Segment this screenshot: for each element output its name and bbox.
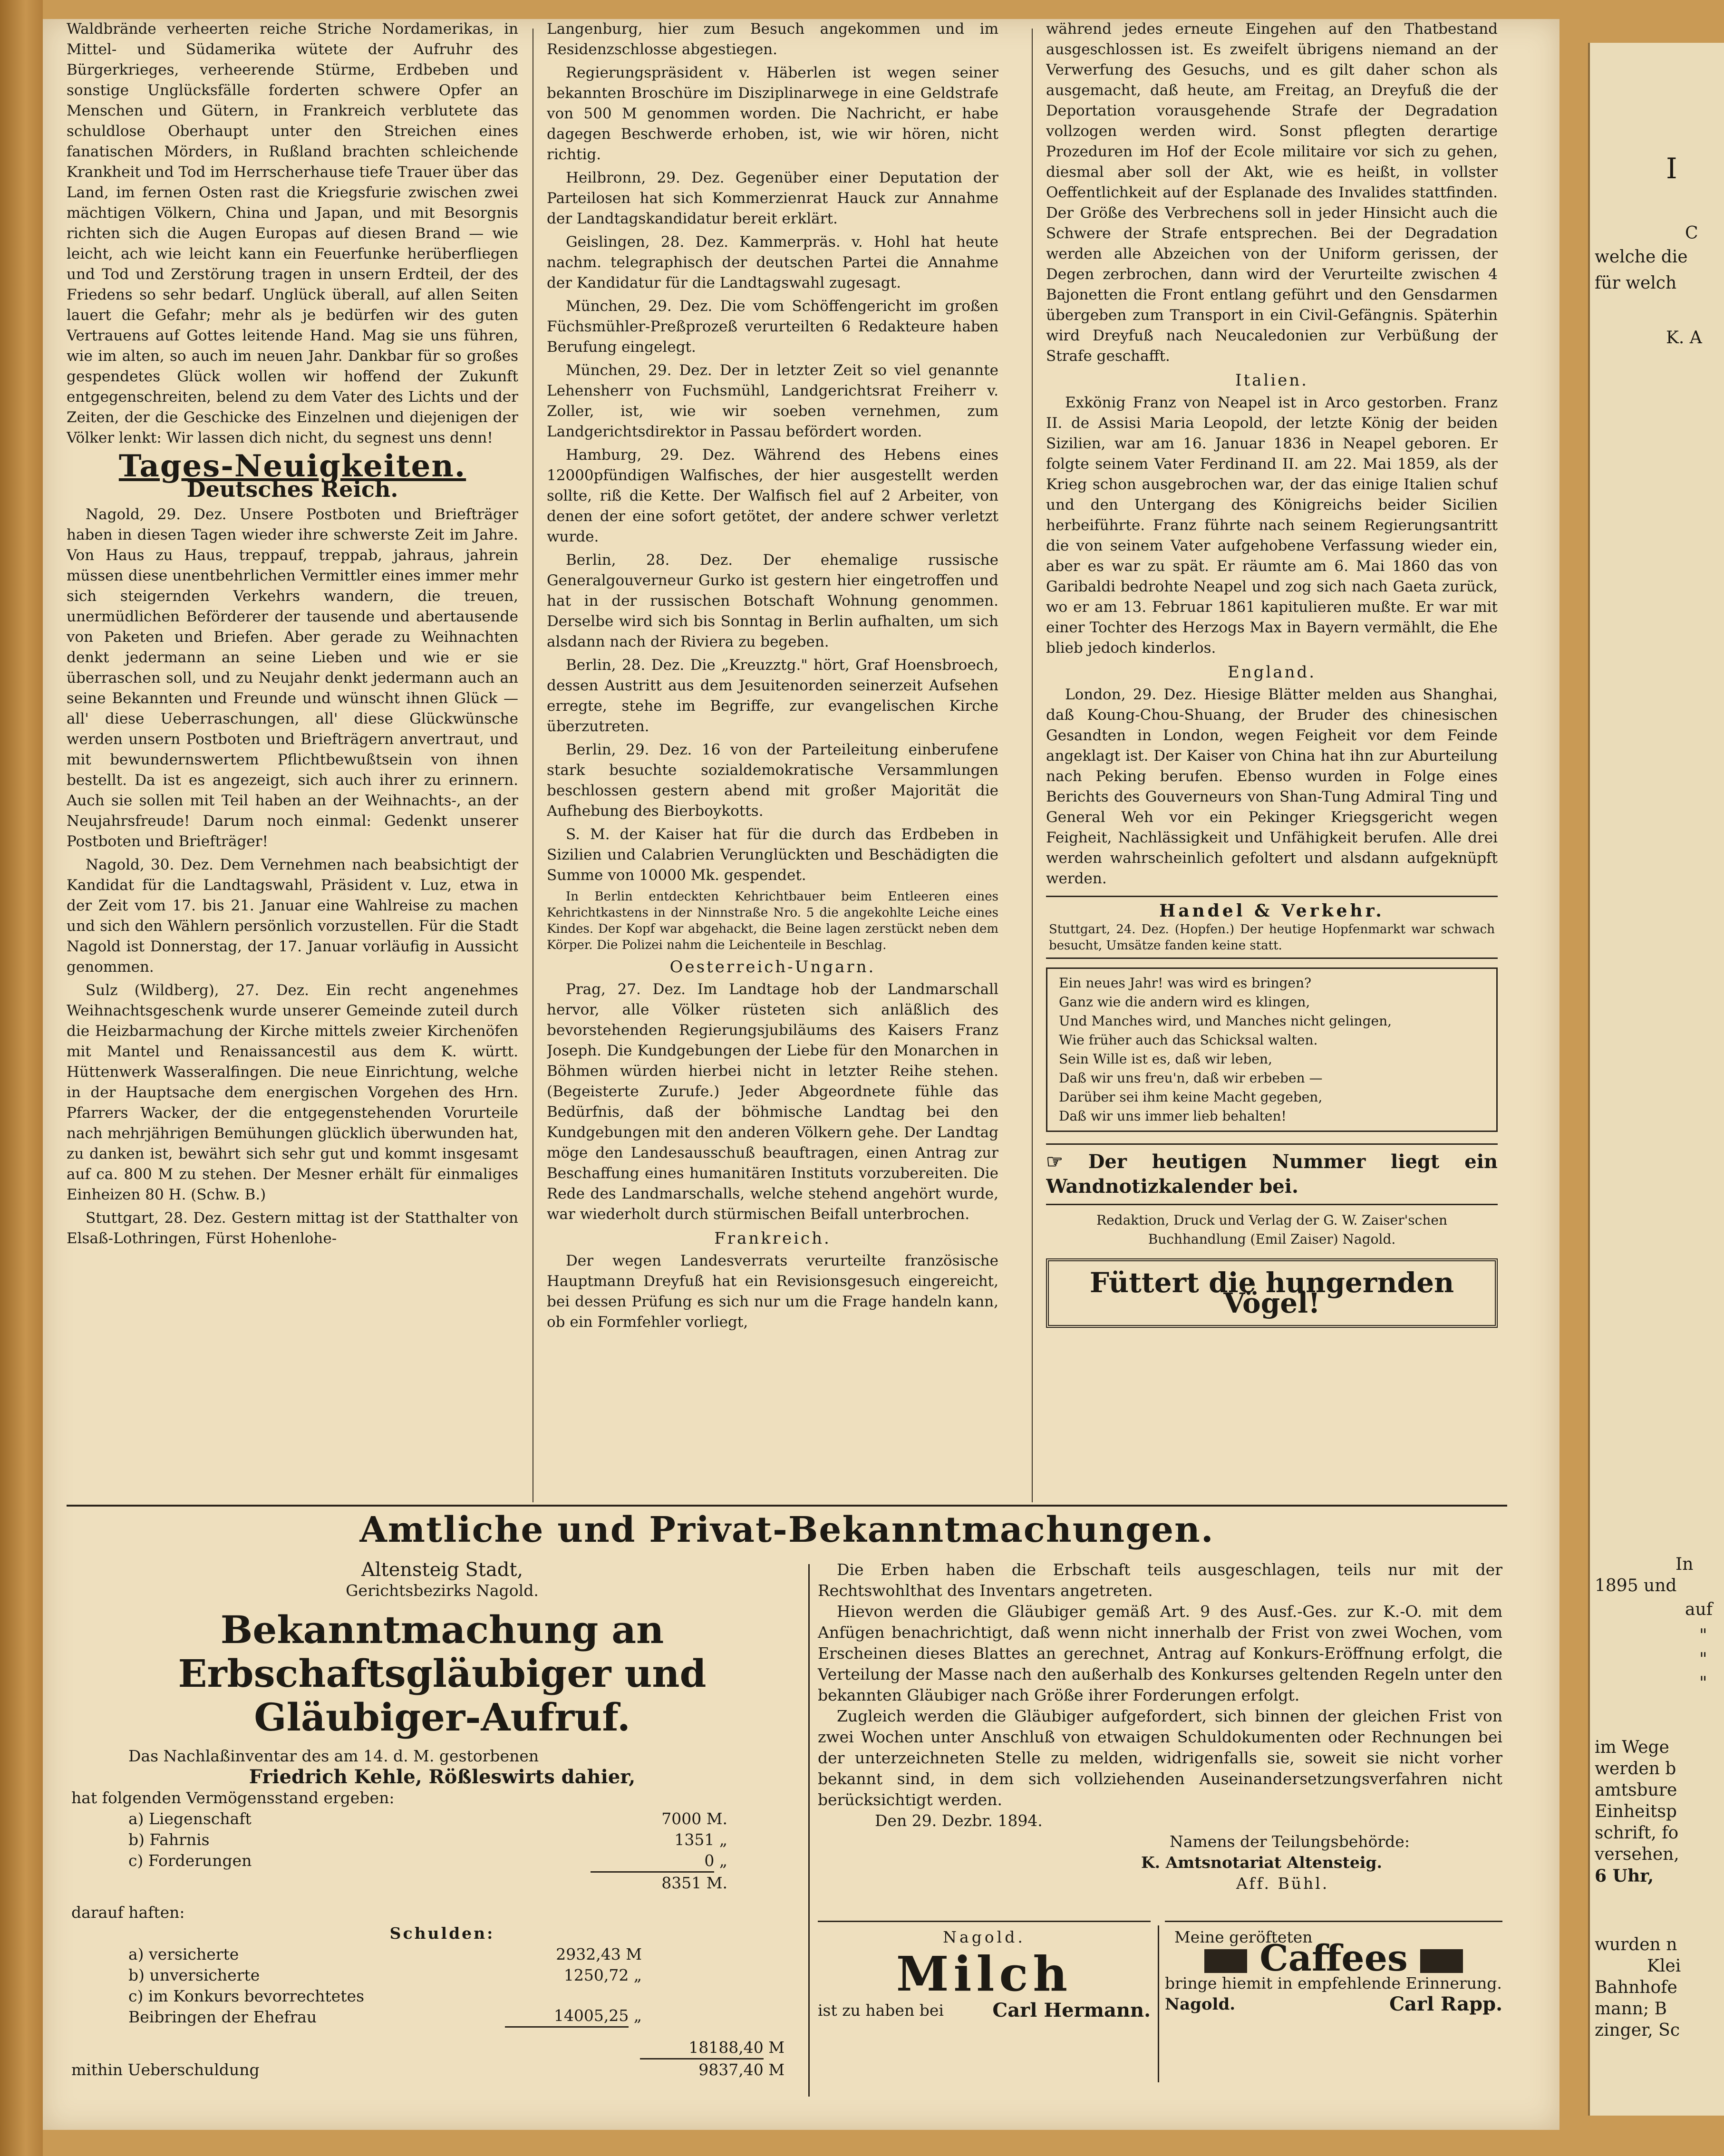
- next-page-fragment: ": [1699, 1626, 1707, 1645]
- region-heading-austria: Oesterreich-Ungarn.: [669, 957, 876, 976]
- assets-intro: hat folgenden Vermögensstand ergeben:: [71, 1789, 395, 1807]
- notice-paragraph: Hievon werden die Gläubiger gemäß Art. 9 des Ausf.-Ges. zur K.-O. mit dem Anfügen benachrichtigt, daß wenn nicht innerhalb der Frist von zwei Wochen, vom Erscheinen dieses Blattes an gerechnet, Antrag auf Konkurs-Eröffnung erfolgt, die Verteilung der Masse nach den außerhalb des Konkurses geltenden Regeln unter den bekannten Gläubiger nach Größe ihrer Forderungen erfolgt.: [818, 1602, 1502, 1704]
- coffee-ad-text: bringe hiemit in empfehlende Erinnerung.: [1165, 1974, 1502, 1992]
- column-1: [67, 19, 518, 1502]
- imprint-line: Buchhandlung (Emil Zaiser) Nagold.: [1148, 1231, 1396, 1247]
- next-page-fragment: ": [1699, 1650, 1707, 1669]
- milk-ad-place: Nagold.: [943, 1928, 1026, 1946]
- next-page-fragment: C: [1685, 223, 1698, 243]
- asset-unit: M.: [706, 1809, 727, 1828]
- article-paragraph: Exkönig Franz von Neapel ist in Arco gestorben. Franz II. de Assisi Maria Leopold, der letzte König der beiden Sizilien, war am 16. Januar 1836 in Neapel geboren. Er folgte seinem Vater Ferdinand II. am 22. Mai 1859, als der Krieg schon ausgebrochen war, der das einige Italien schuf und den Untergang des Königreichs beider Sicilien herbeiführte. Franz führte nach seinem Regierungsantritt die von seinem Vater aufgehobene Verfassung wieder ein, aber es war zu spät. Er räumte am 6. Mai 1860 das von Garibaldi bedrohte Neapel und zog sich nach Gaeta zurück, wo er am 13. Februar 1861 kapitulieren mußte. Er war mit einer Tochter des Herzogs Max in Bayern vermählt, die Ehe blieb jedoch kinderlos.: [1046, 394, 1498, 657]
- assets-list: [71, 1808, 727, 1894]
- debt-label: b) unversicherte: [128, 1966, 260, 1984]
- debts-total-row: [128, 2037, 785, 2059]
- announcements-title: Amtliche und Privat-Bekanntmachungen.: [359, 1509, 1214, 1550]
- next-page-fragment: Klei: [1647, 1956, 1681, 1976]
- asset-amount: 0: [591, 1850, 714, 1873]
- poem-line: Sein Wille ist es, daß wir leben,: [1059, 1051, 1272, 1067]
- supplement-notice: [1046, 1143, 1498, 1205]
- notice-intro: Das Nachlaßinventar des am 14. d. M. gestorbenen: [128, 1747, 539, 1765]
- article-paragraph: Der wegen Landesverrats verurteilte französische Hauptmann Dreyfuß hat ein Revisionsgesuch eingereicht, bei dessen Prüfung es sich nur um die Frage handeln kann, ob ein Formfehler vorliegt,: [547, 1252, 998, 1331]
- section-divider: [67, 1505, 1507, 1507]
- imprint: [1046, 1211, 1498, 1249]
- debt-row: [128, 1944, 642, 1965]
- article-paragraph: Hamburg, 29. Dez. Während des Hebens eines 12000pfündigen Walfisches, der hier ausgestellt werden sollte, riß die Kette. Der Walfisch fiel auf 2 Arbeiter, von denen der eine sofort getötet, der andere schwer verletzt wurde.: [547, 446, 998, 545]
- notice-place: Altensteig Stadt,: [361, 1559, 523, 1581]
- deceased-name: Friedrich Kehle, Rößleswirts dahier,: [249, 1766, 636, 1788]
- coffee-bean-icon: [1420, 1949, 1463, 1973]
- assets-total-unit: M.: [706, 1874, 727, 1892]
- supplement-notice-text: Der heutigen Nummer liegt ein Wandnotizkalender bei.: [1046, 1151, 1498, 1198]
- trade-heading: Handel & Verkehr.: [1159, 901, 1385, 921]
- next-page-fragment: mann; B: [1595, 1999, 1667, 2019]
- milk-ad-title: Milch: [896, 1946, 1073, 2002]
- milk-ad-footer: [818, 2000, 1151, 2021]
- debt-unit: M: [626, 1945, 642, 1963]
- article-paragraph: Stuttgart, 28. Dez. Gestern mittag ist der Statthalter von Elsaß-Lothringen, Fürst Hohenlohe-: [67, 1209, 518, 1247]
- article-paragraph: Prag, 27. Dez. Im Landtage hob der Landmarschall hervor, alle Völker rüsteten sich anläßlich des bevorstehenden Regierungsjubiläums des Kaisers Franz Joseph. Die Kundgebungen der Liebe für den Monarchen in Böhmen würden hierbei nicht in letzter Reihe stehen. (Begeisterte Zurufe.) Jeder Abgeordnete fühle das Bedürfnis, daß der böhmische Landtag bei den Kundgebungen mit den anderen Völkern gehe. Der Landtag möge den Landesausschuß beauftragen, einen Antrag zur Beschaffung eines humanitären Instituts vorzubereiten. Die Rede des Landmarschalls, welche stehend angehört wurde, war wiederholt durch stürmischen Beifall unterbrochen.: [547, 981, 998, 1223]
- article-paragraph: Regierungspräsident v. Häberlen ist wegen seiner bekannten Broschüre im Disziplinarwege in eine Geldstrafe von 500 M genommen worden. Die Nachricht, er habe dagegen Beschwerde erhoben, ist, wie wir hören, nicht richtig.: [547, 64, 998, 163]
- notice-paragraph: Zugleich werden die Gläubiger aufgefordert, sich binnen der gleichen Frist von zwei Wochen unter Anschluß von etwaigen Schuldokumenten oder Rechnungen bei der unterzeichneten Stelle zu melden, widrigenfalls sie, soweit sie nicht vorher bekannt sind, in dem sich vollziehenden Auseinandersetzungsverfahren nicht berücksichtigt werden.: [818, 1707, 1502, 1809]
- asset-row: [128, 1808, 727, 1829]
- authority-line: Namens der Teilungsbehörde:: [1170, 1832, 1410, 1851]
- column-3: [1046, 19, 1498, 1502]
- article-paragraph: Sulz (Wildberg), 27. Dez. Ein recht angenehmes Weihnachtsgeschenk wurde unserer Gemeinde zuteil durch die Heizbarmachung der Kirche mittels zweier Kirchenöfen mit Mantel und Renaissancestil aus dem K. württ. Hüttenwerk Wasseralfingen. Die neue Einrichtung, welche in der Hauptsache dem energischen Vorgehen des Hrn. Pfarrers Wacker, der die entgegenstehenden Vorurteile nach mehrjährigen Bemühungen glücklich überwunden hat, zu danken ist, bewährt sich sehr gut und kommt insgesamt auf ca. 800 M zu stehen. Der Mesner erhält für einmaliges Einheizen 80 H. (Schw. B.): [67, 982, 518, 1203]
- adjacent-page-fragment: [1588, 43, 1724, 2116]
- debt-amount: 1250,72: [563, 1966, 629, 1984]
- overdebt-label: mithin Ueberschuldung: [71, 2060, 260, 2079]
- new-year-poem: [1046, 967, 1498, 1132]
- coffee-ad-intro: Meine geröfteten: [1174, 1928, 1313, 1946]
- article-paragraph: Nagold, 29. Dez. Unsere Postboten und Briefträger haben in diesen Tagen wieder ihre schwerste Zeit im Jahre. Von Haus zu Haus, treppauf, treppab, jahraus, jahrein müssen diese unentbehrlichen Vermittler eines immer mehr sich steigernden Verkehrs wandern, die treuen, unermüdlichen Beförderer der tausende und abertausende von Paketen und Briefen. Aber gerade zu Weihnachten denkt jedermann an seine Lieben und wie er sie überraschen soll, und zu Neujahr denkt jedermann auch an seine Bekannten und Freunde und wünscht ihnen Glück — all' diese Ueberraschungen, all' diese Glückwünsche werden unsern Postboten und Briefträgern anvertraut, und mit bewundernswertem Pflichtbewußtsein von ihnen bestellt. Da ist es angezeigt, sich auch ihrer zu erinnern. Auch sie sollen mit Teil haben an der Weihnachts-, an der Neujahrsfreude! Darum noch einmal: Gedenkt unserer Postboten und Briefträger!: [67, 506, 518, 850]
- next-page-fragment: welche die: [1595, 247, 1688, 267]
- debts-title: Schulden:: [389, 1924, 495, 1943]
- next-page-fragment: schrift, fo: [1595, 1823, 1679, 1843]
- debt-row: [128, 1965, 642, 1986]
- next-page-fragment: zinger, Sc: [1595, 2021, 1680, 2040]
- book-binding: [0, 0, 43, 2156]
- region-heading-italy: Italien.: [1235, 371, 1308, 390]
- notice-date: Den 29. Dezbr. 1894.: [875, 1811, 1043, 1830]
- asset-label: c) Forderungen: [128, 1851, 252, 1870]
- debts-list: [71, 1944, 642, 2028]
- news-columns: [67, 19, 1507, 1502]
- imprint-line: Redaktion, Druck und Verlag der G. W. Zaiser'schen: [1096, 1212, 1447, 1228]
- poem-line: Ein neues Jahr! was wird es bringen?: [1059, 975, 1312, 991]
- next-page-fragment: 1895 und: [1595, 1576, 1677, 1595]
- ad-divider: [1158, 1925, 1159, 2082]
- article-paragraph: Nagold, 30. Dez. Dem Vernehmen nach beabsichtigt der Kandidat für die Landtagswahl, Präsident v. Luz, etwa in der Zeit vom 17. bis 21. Januar eine Wahlreise zu machen und sich den Wählern persönlich vorzustellen. Für die Stadt Nagold ist Donnerstag, der 17. Januar vorläufig in Aussicht genommen.: [67, 856, 518, 976]
- trade-text: Stuttgart, 24. Dez. (Hopfen.) Der heutige Hopfenmarkt war schwach besucht, Umsätze fanden keine statt.: [1049, 922, 1495, 953]
- debt-amount: 14005,25: [505, 2005, 629, 2028]
- debt-amount: 2932,43: [556, 1945, 621, 1963]
- asset-unit: „: [719, 1830, 727, 1849]
- overdebt-unit: M: [768, 2060, 785, 2079]
- article-paragraph: München, 29. Dez. Der in letzter Zeit so viel genannte Lehensherr von Fuchsmühl, Landgerichtsrat Freiherr v. Zoller, ist, wie wir soeben vernehmen, zum Landgerichtsdirektor in Passau befördert worden.: [547, 362, 998, 440]
- next-page-fragment: In: [1676, 1555, 1694, 1574]
- next-page-fragment: I: [1666, 152, 1677, 185]
- asset-row: [128, 1829, 727, 1850]
- article-paragraph: London, 29. Dez. Hiesige Blätter melden aus Shanghai, daß Koung-Chou-Shuang, der Bruder des chinesischen Gesandten in London, wegen Feigheit vor dem Feinde angeklagt ist. Der Kaiser von China hat ihn zur Aburteilung nach Peking berufen. Ebenso wurden in Folge eines Berichts des Gouverneurs von Shan-Tung Admiral Ting und General Weh vor ein Pekinger Kriegsgericht wegen Feigheit, Nachlässigkeit und Unfähigkeit berufen. Alle drei werden wahrscheinlich gefoltert und alsdann aufgeknüpft werden.: [1046, 686, 1498, 887]
- feed-birds-banner: Füttert die hungernden Vögel!: [1046, 1258, 1498, 1328]
- milk-ad-text: ist zu haben bei: [818, 2001, 944, 2020]
- asset-row: [128, 1850, 727, 1873]
- debts-total-unit: M: [768, 2038, 785, 2057]
- next-page-fragment: versehen,: [1595, 1845, 1679, 1864]
- next-page-fragment: Bahnhofe: [1595, 1978, 1677, 1997]
- next-page-fragment: für welch: [1595, 273, 1677, 293]
- poem-line: Wie früher auch das Schicksal walten.: [1059, 1032, 1318, 1048]
- asset-label: b) Fahrnis: [128, 1830, 210, 1849]
- next-page-fragment: im Wege: [1595, 1738, 1669, 1757]
- debts-total: 18188,40: [640, 2037, 764, 2059]
- notice-paragraph: Die Erben haben die Erbschaft teils ausgeschlagen, teils nur mit der Rechtswohlthat des Inventars angetreten.: [818, 1560, 1502, 1600]
- trade-box: [1046, 896, 1498, 959]
- article-paragraph: Heilbronn, 29. Dez. Gegenüber einer Deputation der Parteilosen hat sich Kommerzienrat Hauck zur Annahme der Landtagskandidatur bereit erklärt.: [547, 169, 998, 227]
- coffee-ad-seller: Carl Rapp.: [1389, 1993, 1502, 2015]
- article-paragraph: Berlin, 29. Dez. 16 von der Parteileitung einberufene stark besuchte sozialdemokratische Versammlungen beschlossen gestern abend mit großer Majorität die Aufhebung des Bierboykotts.: [547, 741, 998, 820]
- article-paragraph: Berlin, 28. Dez. Der ehemalige russische Generalgouverneur Gurko ist gestern hier eingetroffen und hat in der russischen Botschaft Wohnung genommen. Derselbe wird sich bis Sonntag in Berlin aufhalten, um sich alsdann nach der Riviera zu begeben.: [547, 551, 998, 650]
- poem-line: Daß wir uns immer lieb behalten!: [1059, 1108, 1287, 1124]
- next-page-fragment: ": [1699, 1673, 1707, 1693]
- creditor-notice: [71, 1559, 813, 2101]
- overdebt-amount: 9837,40: [698, 2060, 764, 2079]
- coffee-ad: [1165, 1921, 1502, 2088]
- article-paragraph: S. M. der Kaiser hat für die durch das Erdbeben in Sizilien und Calabrien Verunglückten und Beschädigten die Summe von 10000 Mk. gespendet.: [547, 826, 998, 884]
- article-paragraph-small: In Berlin entdeckten Kehrichtbauer beim Entleeren eines Kehrichtkastens in der Ninnstraße Nro. 5 die angekohlte Leiche eines Kindes. Der Kopf war abgehackt, die Beine lagen zerstückt neben dem Körper. Die Polizei nahm die Leichenteile in Beschlag.: [547, 889, 998, 952]
- next-page-fragment: 6 Uhr,: [1595, 1866, 1654, 1886]
- poem-line: Darüber sei ihm keine Macht gegeben,: [1059, 1089, 1323, 1105]
- article-paragraph: Berlin, 28. Dez. Die „Kreuzztg." hört, Graf Hoensbroech, dessen Austritt aus dem Jesuitenorden seinerzeit Aufsehen erregte, stehe im Begriffe, zur evangelischen Kirche überzutreten.: [547, 657, 998, 735]
- next-page-fragment: wurden n: [1595, 1935, 1677, 1954]
- debts-total-block: [71, 2037, 785, 2059]
- section-subtitle-germany: Deutsches Reich.: [186, 476, 398, 502]
- coffee-ad-place: Nagold.: [1165, 1995, 1236, 2014]
- notice-headline: Bekanntmachung an Erbschaftsgläubiger und Gläubiger-Aufruf.: [178, 1607, 707, 1740]
- article-paragraph: während jedes erneute Eingehen auf den Thatbestand ausgeschlossen ist. Es zweifelt übrigens niemand an der Verwerfung des Gesuchs, und es gilt daher schon als ausgemacht, daß heute, am Freitag, an Dreyfuß die der Deportation vorausgehende Strafe der Degradation vollzogen werden wird. Sonst pflegten derartige Prozeduren im Hof der Ecole militaire vor sich zu gehen, diesmal aber soll der Akt, wie es heißt, in vollster Oeffentlichkeit auf der Esplanade des Invalides stattfinden. Der Größe des Verbrechens soll in jeder Hinsicht auch die Schwere der Strafe entsprechen. Bei der Degradation werden alle Abzeichen von der Uniform gerissen, der Degen zerbrochen, dann wird der Verurteilte zwischen 4 Bajonetten die Front entlang geführt und den Gensdarmen übergeben zum Transport in ein Civil-Gefängnis. Späterhin wird Dreyfuß nach Neucaledonien zur Verbüßung der Strafe geschafft.: [1046, 20, 1498, 365]
- authority-signature: Aff. Bühl.: [1236, 1874, 1329, 1893]
- milk-ad-seller: Carl Hermann.: [992, 1999, 1151, 2021]
- region-heading-france: Frankreich.: [714, 1229, 831, 1248]
- coffee-ad-footer: [1165, 1994, 1502, 2015]
- debt-unit: „: [633, 1966, 642, 1984]
- next-page-fragment: Einheitsp: [1595, 1802, 1677, 1821]
- debt-label: c) im Konkurs bevorrechtetes Beibringen der Ehefrau: [128, 1987, 365, 2026]
- article-paragraph: Langenburg, hier zum Besuch angekommen und im Residenzschlosse abgestiegen.: [547, 20, 998, 58]
- coffee-bean-icon: [1204, 1949, 1247, 1973]
- liabilities-intro: darauf haften:: [71, 1903, 185, 1922]
- debt-unit: „: [633, 2006, 642, 2025]
- next-page-fragment: amtsbure: [1595, 1780, 1677, 1800]
- coffee-ad-title-text: Caffees: [1259, 1937, 1408, 1979]
- article-paragraph: Waldbrände verheerten reiche Striche Nordamerikas, in Mittel- und Südamerika wütete der Aufruhr des Bürgerkrieges, verheerende Stürme, Erdbeben und sonstige Unglücksfälle forderten schwere Opfer an Menschen und Gütern, in Frankreich verblutete das schuldlose Oberhaupt unter den Streichen eines fanatischen Mörders, in Rußland brachten schleichende Krankheit und Tod im Herrscherhause tiefe Trauer über das Land, im fernen Osten rast die Kriegsfurie zwischen zwei mächtigen Völkern, China und Japan, und mit Besorgnis richten sich die Augen Europas auf diesen Brand — wie leicht, ach wie leicht kann ein Feuerfunke herüberfliegen und Tod und Zerstörung tragen in unsern Erdteil, der des Friedens so sehr bedarf. Unglück überall, auf allen Seiten lauert die Gefahr; mehr als je bedürfen wir des guten Vertrauens auf Gottes leitende Hand. Mag sie uns führen, wie im alten, so auch im neuen Jahr. Dankbar für so großes gespendetes Glück wollen wir hoffend der Zukunft entgegenschreiten, belend zu dem Vater des Lichts und der Zeiten, der die Geschicke des Einzelnen und diejenigen der Völker lenkt: Wir lassen dich nicht, du segnest uns denn!: [67, 20, 518, 446]
- milk-ad: [818, 1921, 1151, 2088]
- pointing-hand-icon: ☞: [1046, 1151, 1088, 1173]
- next-page-fragment: auf: [1685, 1600, 1713, 1619]
- poem-line: Daß wir uns freu'n, daß wir erbeben —: [1059, 1070, 1323, 1086]
- asset-amount: 7000: [661, 1809, 702, 1828]
- next-page-fragment: werden b: [1595, 1759, 1676, 1779]
- asset-label: a) Liegenschaft: [128, 1809, 252, 1828]
- asset-amount: 1351: [674, 1830, 715, 1849]
- debt-label: a) versicherte: [128, 1945, 239, 1963]
- section-title-news: Tages-Neuigkeiten.: [118, 448, 466, 484]
- asset-unit: „: [719, 1851, 727, 1870]
- region-heading-england: England.: [1227, 663, 1317, 682]
- column-rule: [1032, 29, 1033, 1502]
- article-paragraph: München, 29. Dez. Die vom Schöffengericht im großen Füchsmühler-Preßprozeß verurteilten 6 Redakteure haben Berufung eingelegt.: [547, 298, 998, 356]
- overdebt-row: [71, 2059, 785, 2080]
- debt-row: [128, 1986, 642, 2028]
- poem-line: Und Manches wird, und Manches nicht gelingen,: [1059, 1013, 1392, 1029]
- next-page-fragment: K. A: [1666, 328, 1702, 348]
- assets-total-row: [128, 1873, 727, 1894]
- article-paragraph: Geislingen, 28. Dez. Kammerpräs. v. Hohl hat heute nachm. telegraphisch der deutschen Partei die Annahme der Kandidatur für die Landtagswahl zugesagt.: [547, 233, 998, 291]
- authority-name: K. Amtsnotariat Altensteig.: [1141, 1853, 1382, 1872]
- column-2: [547, 19, 998, 1502]
- assets-total: 8351: [661, 1874, 702, 1892]
- notice-district: Gerichtsbezirks Nagold.: [346, 1581, 539, 1600]
- poem-line: Ganz wie die andern wird es klingen,: [1059, 994, 1310, 1010]
- creditor-notice-continued: [818, 1559, 1502, 2101]
